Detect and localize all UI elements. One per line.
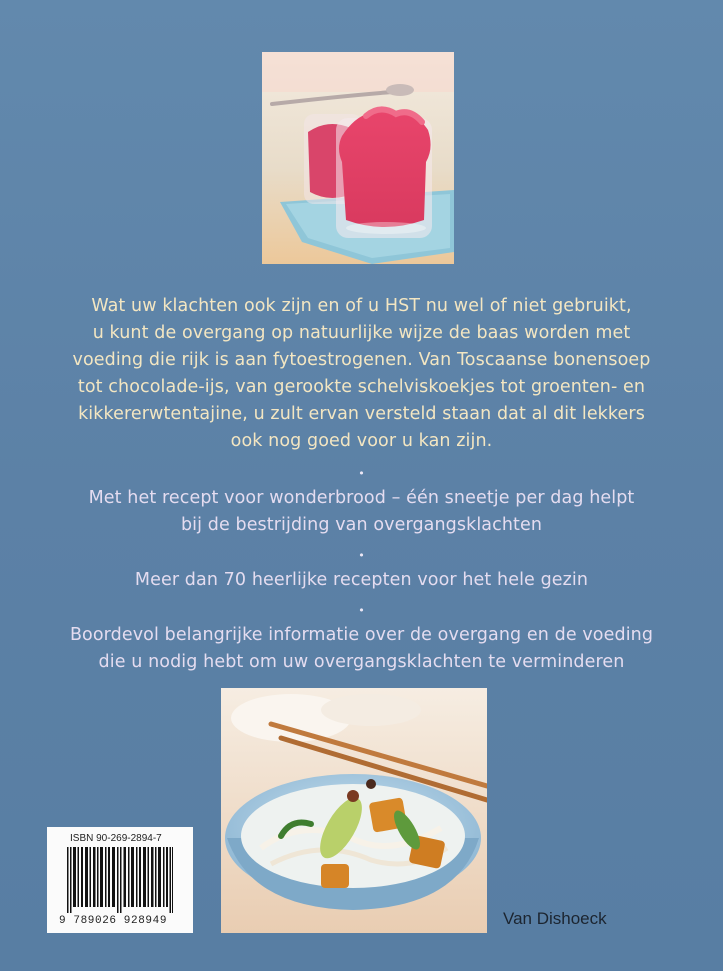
bullet-separator: • — [358, 604, 365, 617]
feature-line: Meer dan 70 heerlijke recepten voor het hele gezin — [134, 570, 589, 590]
intro-paragraph — [40, 293, 683, 455]
intro-line: u kunt de overgang op natuurlijke wijze de baas worden met — [92, 323, 631, 343]
feature-point — [40, 622, 683, 676]
barcode-bars — [67, 847, 173, 913]
intro-line: voeding die rijk is aan fytoestrogenen. Van Toscaanse bonensoep — [72, 350, 651, 370]
blurb — [40, 293, 683, 676]
feature-point — [40, 567, 683, 594]
intro-line: ook nog goed voor u kan zijn. — [230, 431, 493, 451]
feature-point — [40, 485, 683, 539]
feature-line: die u nodig hebt om uw overgangsklachten te verminderen — [98, 652, 625, 672]
raspberry-ice-photo — [262, 52, 454, 264]
intro-line: kikkererwtentajine, u zult ervan versteld staan dat al dit lekkers — [78, 404, 645, 424]
feature-line: bij de bestrijding van overgangsklachten — [180, 515, 543, 535]
bullet-separator: • — [358, 467, 365, 480]
feature-line: Met het recept voor wonderbrood – één sneetje per dag helpt — [88, 488, 635, 508]
isbn-digits: 9 789026 928949 — [59, 915, 168, 927]
publisher-name: Van Dishoeck — [503, 909, 607, 928]
feature-line: Boordevol belangrijke informatie over de overgang en de voeding — [69, 625, 654, 645]
bullet-separator: • — [358, 549, 365, 562]
isbn-label: ISBN 90-269-2894-7 — [70, 833, 162, 844]
noodle-bowl-photo — [221, 688, 487, 933]
isbn-barcode — [47, 827, 193, 933]
intro-line: Wat uw klachten ook zijn en of u HST nu wel of niet gebruikt, — [91, 296, 632, 316]
intro-line: tot chocolade-ijs, van gerookte schelviskoekjes tot groenten- en — [77, 377, 646, 397]
